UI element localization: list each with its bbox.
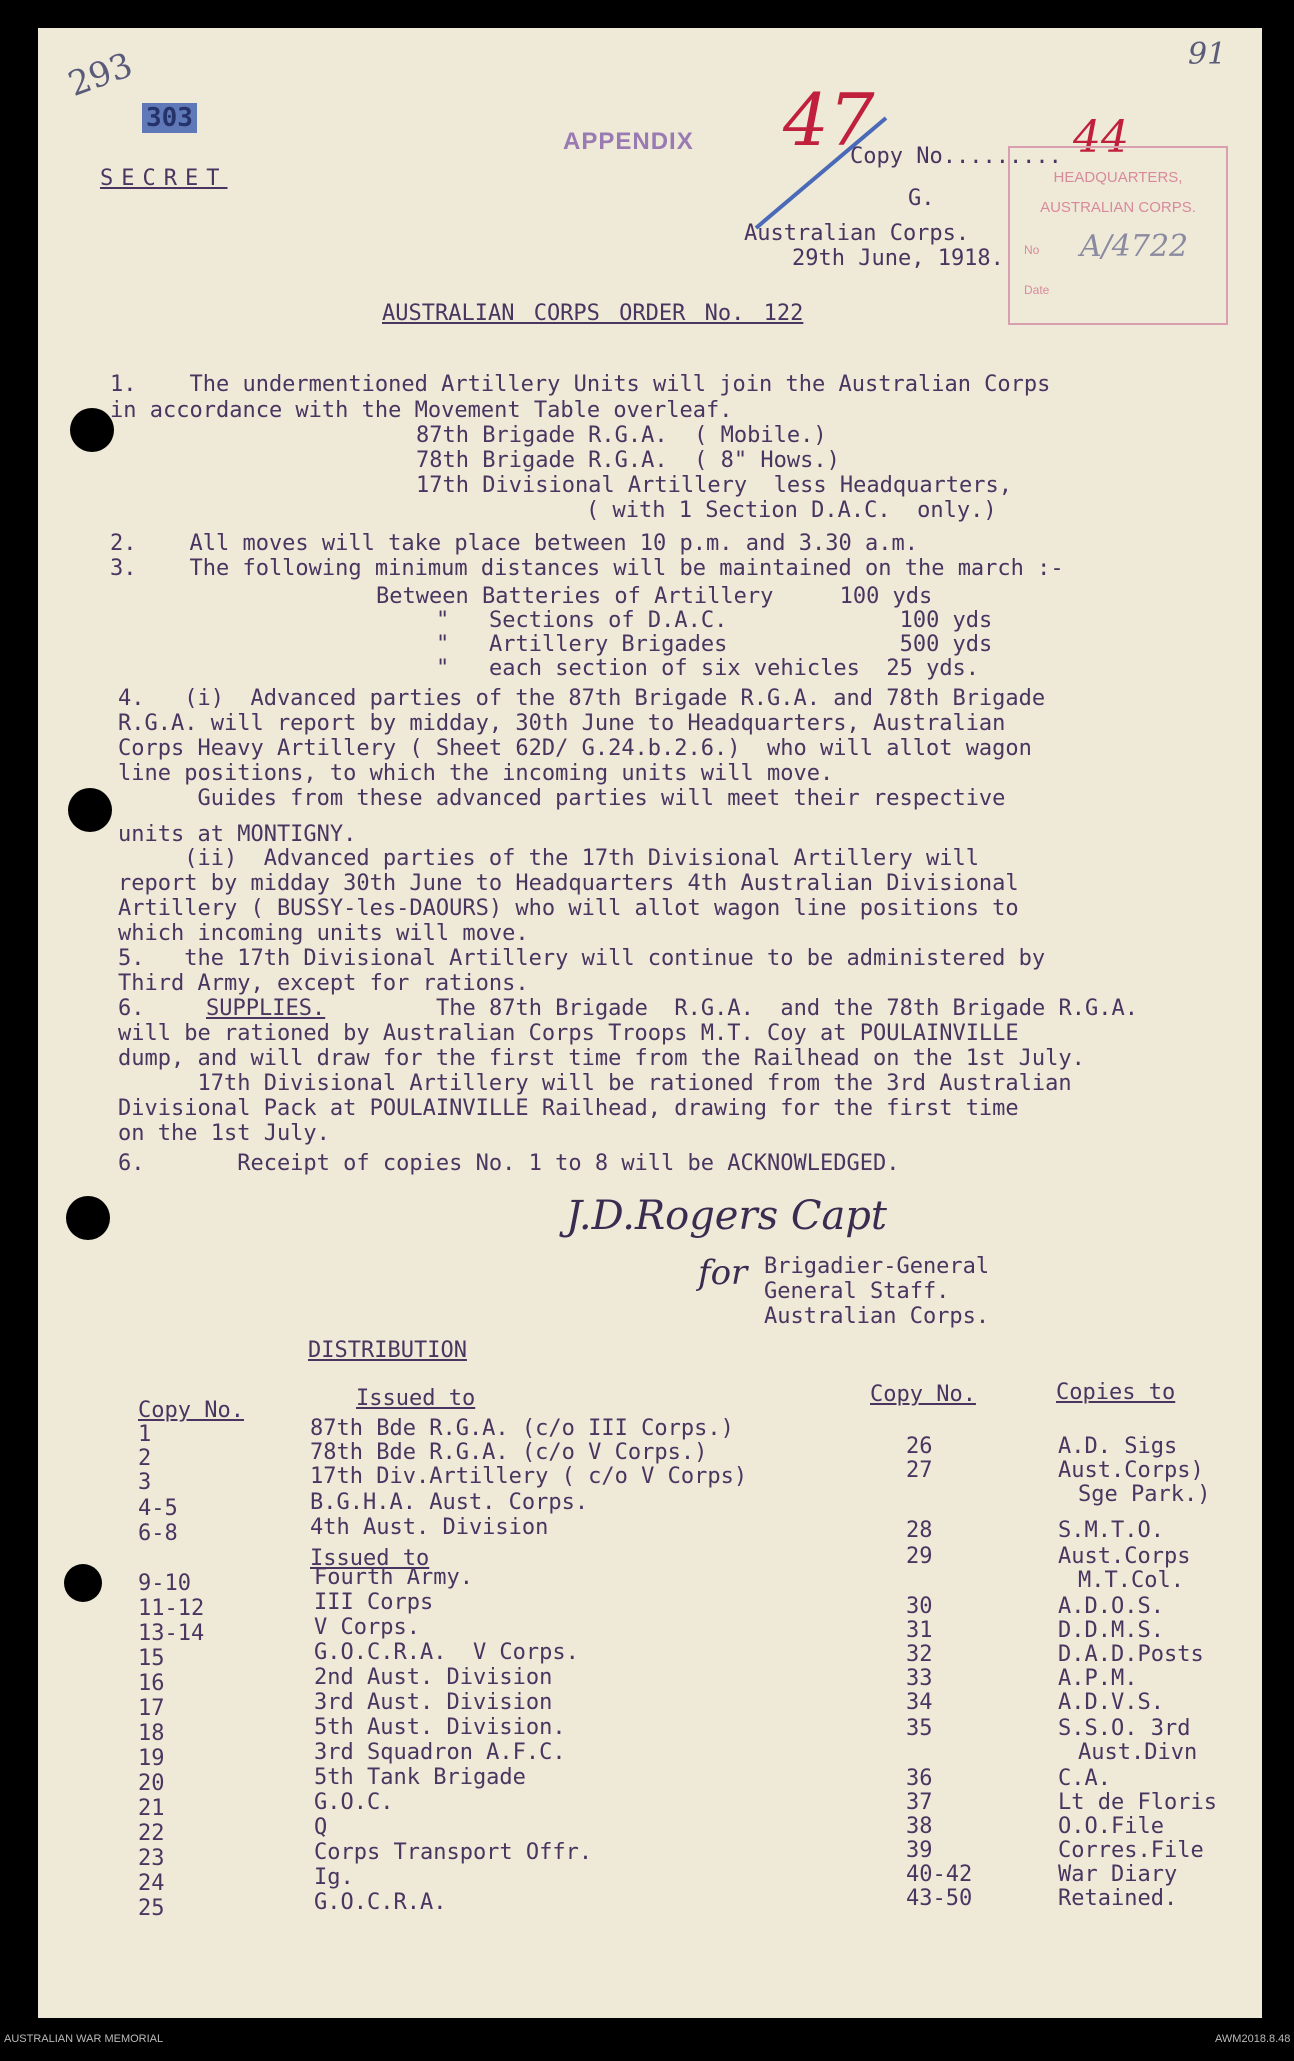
para6-line1: The 87th Brigade R.G.A. and the 78th Brigade R.G.A. — [436, 996, 1138, 1021]
col-header-copy-no-2: Copy No. — [870, 1382, 976, 1407]
para4-line2: R.G.A. will report by midday, 30th June to Headquarters, Australian — [118, 711, 1006, 736]
right-copies-to: Aust.Corps — [1058, 1544, 1191, 1569]
left-copy-no: 24 — [138, 1871, 165, 1896]
left-issued-to: 4th Aust. Division — [310, 1515, 549, 1540]
right-copies-to: Sge Park.) — [1078, 1482, 1211, 1507]
right-copy-no: 31 — [906, 1618, 933, 1643]
left-issued-to: B.G.H.A. Aust. Corps. — [310, 1490, 589, 1515]
left-issued-to: V Corps. — [314, 1615, 420, 1640]
left-copy-no: 25 — [138, 1896, 165, 1921]
right-copies-to: A.D.V.S. — [1058, 1690, 1164, 1715]
right-copy-no: 35 — [906, 1716, 933, 1741]
right-copy-no: 29 — [906, 1544, 933, 1569]
left-copy-no: 15 — [138, 1646, 165, 1671]
para7-receipt: 6. Receipt of copies No. 1 to 8 will be ACKNOWLEDGED. — [118, 1151, 900, 1176]
left-issued-to: 5th Tank Brigade — [314, 1765, 526, 1790]
left-issued-to: III Corps — [314, 1590, 434, 1615]
header-date: 29th June, 1918. — [792, 246, 1004, 271]
left-copy-no: 6-8 — [138, 1521, 178, 1546]
right-copies-to: Retained. — [1058, 1886, 1178, 1911]
left-copy-no: 16 — [138, 1671, 165, 1696]
stamp-no-label: No — [1024, 243, 1040, 257]
document-page — [38, 28, 1262, 2018]
left-issued-to: 3rd Aust. Division — [314, 1690, 553, 1715]
signature-for: for — [698, 1253, 748, 1293]
left-issued-to: Corps Transport Offr. — [314, 1840, 593, 1865]
left-issued-to: 3rd Squadron A.F.C. — [314, 1740, 566, 1765]
page-number: 91 — [1188, 37, 1227, 72]
right-copy-no: 37 — [906, 1790, 933, 1815]
right-copy-no: 39 — [906, 1838, 933, 1863]
para4-line1: 4. (i) Advanced parties of the 87th Brigade R.G.A. and 78th Brigade — [118, 686, 1046, 711]
para4-line5: Guides from these advanced parties will meet their respective — [118, 786, 1006, 811]
para4-line9: Artillery ( BUSSY-les-DAOURS) who will allot wagon line positions to — [118, 896, 1019, 921]
issued-to-subheader: Issued to — [310, 1546, 430, 1571]
para1-unit1: 87th Brigade R.G.A. ( Mobile.) — [416, 423, 827, 448]
left-issued-to: 87th Bde R.G.A. (c/o III Corps.) — [310, 1416, 734, 1441]
right-copy-no: 38 — [906, 1814, 933, 1839]
signature-line3: Australian Corps. — [764, 1304, 990, 1329]
punch-hole — [66, 1196, 110, 1240]
para4-line10: which incoming units will move. — [118, 921, 529, 946]
right-copy-no: 27 — [906, 1458, 933, 1483]
right-copy-no: 36 — [906, 1766, 933, 1791]
appendix-stamp: APPENDIX — [563, 128, 694, 155]
punch-hole — [64, 1564, 102, 1602]
left-copy-no: 20 — [138, 1771, 165, 1796]
right-copy-no: 28 — [906, 1518, 933, 1543]
right-copies-to: A.D.O.S. — [1058, 1594, 1164, 1619]
hq-received-stamp — [1008, 146, 1228, 325]
punch-hole — [68, 788, 112, 832]
left-copy-no: 11-12 — [138, 1596, 205, 1621]
right-copies-to: O.O.File — [1058, 1814, 1164, 1839]
left-issued-to: Fourth Army. — [314, 1565, 473, 1590]
copy-no-label: Copy No......... — [850, 144, 1062, 169]
distance-1: Between Batteries of Artillery 100 yds — [376, 584, 933, 609]
col-header-copies-to: Copies to — [1056, 1380, 1176, 1405]
left-issued-to: G.O.C.R.A. V Corps. — [314, 1640, 579, 1665]
secret-label: SECRET — [100, 166, 228, 191]
left-issued-to: Q — [314, 1815, 328, 1840]
left-issued-to: G.O.C.R.A. — [314, 1890, 447, 1915]
distance-2: " Sections of D.A.C. 100 yds — [436, 608, 993, 633]
stamp-no-value: A/4722 — [1080, 229, 1189, 264]
distance-4: " each section of six vehicles 25 yds. — [436, 656, 980, 681]
right-copies-to: D.A.D.Posts — [1058, 1642, 1204, 1667]
red-copy-number: 44 — [1073, 112, 1129, 163]
right-copy-no: 43-50 — [906, 1886, 973, 1911]
col-header-copy-no: Copy No. — [138, 1398, 244, 1423]
para6-line4: 17th Divisional Artillery will be rationed from the 3rd Australian — [118, 1071, 1072, 1096]
left-copy-no: 22 — [138, 1821, 165, 1846]
para4-line6: units at MONTIGNY. — [118, 822, 357, 847]
col-header-issued-to: Issued to — [356, 1386, 476, 1411]
stamp-line2: AUSTRALIAN CORPS. — [1040, 199, 1196, 216]
left-copy-no: 23 — [138, 1846, 165, 1871]
para6-supplies-label: SUPPLIES. — [206, 996, 326, 1021]
left-issued-to: 5th Aust. Division. — [314, 1715, 566, 1740]
signature-line2: General Staff. — [764, 1279, 950, 1304]
left-copy-no: 4-5 — [138, 1496, 178, 1521]
right-copies-to: M.T.Col. — [1078, 1568, 1184, 1593]
right-copies-to: S.M.T.O. — [1058, 1518, 1164, 1543]
para6-line2: will be rationed by Australian Corps Troops M.T. Coy at POULAINVILLE — [118, 1021, 1019, 1046]
left-issued-to: 78th Bde R.G.A. (c/o V Corps.) — [310, 1440, 708, 1465]
left-issued-to: Ig. — [314, 1865, 354, 1890]
para1-unit2: 78th Brigade R.G.A. ( 8" Hows.) — [416, 448, 840, 473]
punch-hole — [70, 408, 114, 452]
left-copy-no: 2 — [138, 1446, 152, 1471]
para6-line6: on the 1st July. — [118, 1121, 330, 1146]
right-copies-to: S.S.O. 3rd — [1058, 1716, 1191, 1741]
right-copies-to: War Diary — [1058, 1862, 1178, 1887]
para1-unit3: 17th Divisional Artillery less Headquarters, — [416, 473, 1013, 498]
left-copy-no: 17 — [138, 1696, 165, 1721]
para2: 2. All moves will take place between 10 p.m. and 3.30 a.m. — [110, 531, 918, 556]
right-copies-to: A.P.M. — [1058, 1666, 1138, 1691]
para1-line1: 1. The undermentioned Artillery Units will join the Australian Corps — [110, 372, 1051, 397]
right-copies-to: D.D.M.S. — [1058, 1618, 1164, 1643]
right-copy-no: 30 — [906, 1594, 933, 1619]
para1-unit3b: ( with 1 Section D.A.C. only.) — [586, 498, 997, 523]
right-copy-no: 40-42 — [906, 1862, 973, 1887]
left-issued-to: 17th Div.Artillery ( c/o V Corps) — [310, 1464, 748, 1489]
para4-line8: report by midday 30th June to Headquarters 4th Australian Divisional — [118, 871, 1019, 896]
header-g: G. — [908, 186, 935, 211]
para6-line3: dump, and will draw for the first time from the Railhead on the 1st July. — [118, 1046, 1085, 1071]
right-copy-no: 32 — [906, 1642, 933, 1667]
header-corps: Australian Corps. — [744, 221, 970, 246]
footer-left: AUSTRALIAN WAR MEMORIAL — [4, 2033, 164, 2045]
right-copies-to: Corres.File — [1058, 1838, 1204, 1863]
right-copies-to: Aust.Divn — [1078, 1740, 1198, 1765]
left-copy-no: 13-14 — [138, 1621, 205, 1646]
left-copy-no: 1 — [138, 1422, 152, 1447]
right-copy-no: 33 — [906, 1666, 933, 1691]
para4-line7: (ii) Advanced parties of the 17th Divisional Artillery will — [118, 846, 979, 871]
right-copies-to: Lt de Floris — [1058, 1790, 1217, 1815]
left-issued-to: 2nd Aust. Division — [314, 1665, 553, 1690]
stamp-number: 303 — [142, 103, 197, 133]
right-copy-no: 26 — [906, 1434, 933, 1459]
right-copies-to: Aust.Corps) — [1058, 1458, 1204, 1483]
order-title: AUSTRALIAN CORPS ORDER No. 122 — [382, 301, 804, 326]
para5-line2: Third Army, except for rations. — [118, 971, 529, 996]
footer-right: AWM2018.8.48 — [1215, 2033, 1291, 2045]
right-copy-no: 34 — [906, 1690, 933, 1715]
left-copy-no: 19 — [138, 1746, 165, 1771]
para4-line3: Corps Heavy Artillery ( Sheet 62D/ G.24.b.2.6.) who will allot wagon — [118, 736, 1032, 761]
para5-line1: 5. the 17th Divisional Artillery will continue to be administered by — [118, 946, 1046, 971]
stamp-date-label: Date — [1024, 283, 1050, 297]
red-number: 47 — [783, 78, 875, 162]
para3: 3. The following minimum distances will be maintained on the march :- — [110, 556, 1064, 581]
para4-line4: line positions, to which the incoming units will move. — [118, 761, 834, 786]
left-copy-no: 21 — [138, 1796, 165, 1821]
right-copies-to: A.D. Sigs — [1058, 1434, 1178, 1459]
left-issued-to: G.O.C. — [314, 1790, 394, 1815]
distance-3: " Artillery Brigades 500 yds — [436, 632, 993, 657]
right-copies-to: C.A. — [1058, 1766, 1111, 1791]
left-copy-no: 18 — [138, 1721, 165, 1746]
left-copy-no: 9-10 — [138, 1571, 191, 1596]
handwritten-signature: J.D.Rogers Capt — [566, 1193, 887, 1239]
left-copy-no: 3 — [138, 1470, 152, 1495]
para1-line2: in accordance with the Movement Table overleaf. — [110, 398, 733, 423]
pencil-number: 293 — [63, 45, 138, 105]
para6-number: 6. — [118, 996, 145, 1021]
stamp-line1: HEADQUARTERS, — [1053, 169, 1183, 186]
signature-line1: Brigadier-General — [764, 1254, 990, 1279]
para6-line5: Divisional Pack at POULAINVILLE Railhead, drawing for the first time — [118, 1096, 1019, 1121]
distribution-title: DISTRIBUTION — [308, 1338, 467, 1363]
